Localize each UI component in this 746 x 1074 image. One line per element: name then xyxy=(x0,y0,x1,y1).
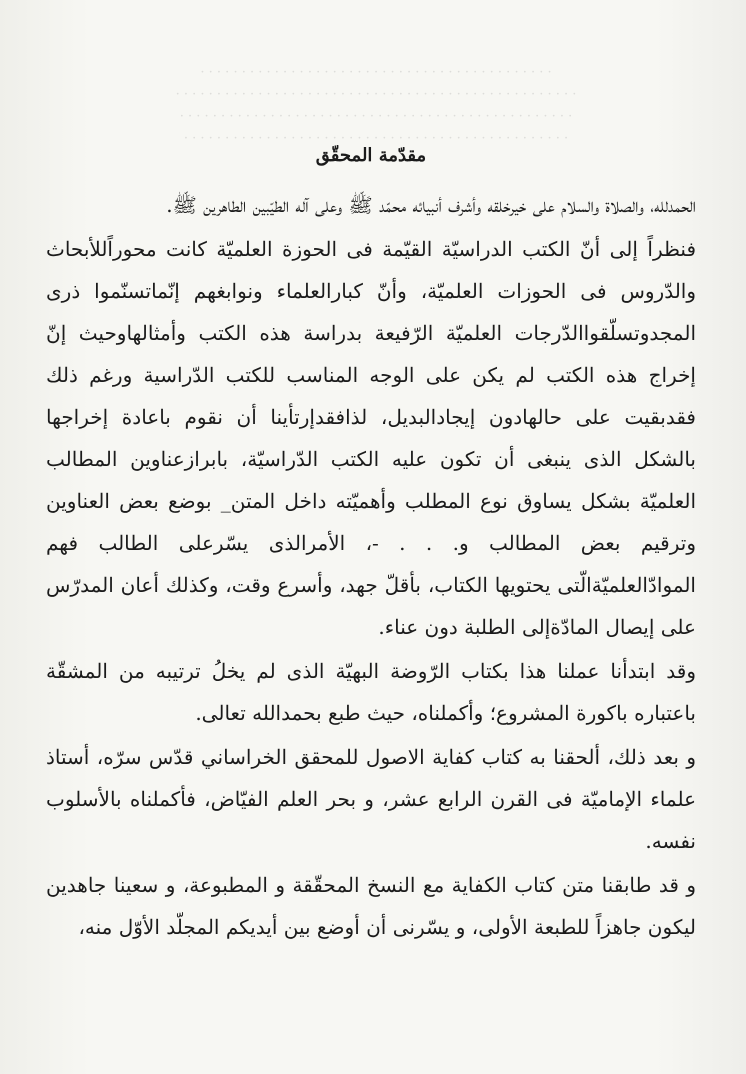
paragraph-kifaya-edition: و بعد ذلك، ألحقنا به كتاب كفاية الاصول للمحقق الخراساني قدّس سرّه، أستاذ علماء الإماميّة فى القرن الرابع عشر، و بحر العلم الفيّاض، فأكملناه بالأسلوب نفسه. xyxy=(46,745,696,853)
bleed-through-text: · · · · · · · · · · · · · · · · · · · · · · · · · · · · · · · · · · · · · · · · · · · · · · · · · · · · · · · · · · · · · · · · · · · · · · · · · · · · · · · · · · · · · · · · · · · · · · · · · · · · · · · · · · · · · · · · · · · · · · · · · · · · · · · · · · · · · · · · · · · · · · · · · · · · · · · · · · · · · · · · · · · · · · · · · · · · · · · · · · · · · · · · · · · xyxy=(175,65,577,146)
paragraph-opening-praise: الحمدلله، والصلاة والسلام على خيرخلقه وأشرف أنبيائه محمّد ﷺ وعلى آله الطيّبين الطاهرين ﷺ. xyxy=(166,193,696,217)
paragraph-manuscript-collation: و قد طابقنا متن كتاب الكفاية مع النسخ المحقّقة و المطبوعة، و سعينا جاهدين ليكون جاهزاً للطبعة الأولى، و يسّرنى أن أوضع بين أيديكم المجلّد الأوّل منه، xyxy=(46,873,696,939)
paragraph-project-rationale: فنظراً إلى أنّ الكتب الدراسيّة القيّمة فى الحوزة العلميّة كانت محوراًللأبحاث والدّروس فى الحوزات العلميّة، وأنّ كبارالعلماء ونوابغهم إنّماتسنّموا ذرى المجدوتسلّقواالدّرجات العلميّة الرّفيعة بدراسة هذه الكتب وأمثالهاوحيث إنّ إخراج هذه الكتب لم يكن على الوجه المناسب للكتب الدّراسية ورغم ذلك فقدبقيت على حالهادون إيجادالبديل، لذافقدإرتأينا أن نقوم باعادة إخراجها بالشكل الذى ينبغى أن تكون عليه الكتب الدّراسيّة، بابرازعناوين المطالب العلميّة بشكل يساوق نوع المطلب وأهميّته داخل المتن_ بوضع بعض العناوين وترقيم بعض المطالب و. . . -، الأمرالذى يسّرعلى الطالب فهم الموادّالعلميّةالّتى يحتويها الكتاب، بأقلّ جهد، وأسرع وقت، وكذلك أعان المدرّس على إيصال المادّةإلى الطلبة دون عناء. xyxy=(46,237,696,639)
preface-content xyxy=(46,145,696,948)
page-title: مقدّمة المحقّق xyxy=(315,145,427,166)
paragraph-rawda-edition: وقد ابتدأنا عملنا هذا بكتاب الرّوضة البهيّة الذى لم يخلُ ترتيبه من المشقّة باعتباره باكورة المشروع؛ وأكملناه، حيث طبع بحمدالله تعالى. xyxy=(46,659,696,725)
